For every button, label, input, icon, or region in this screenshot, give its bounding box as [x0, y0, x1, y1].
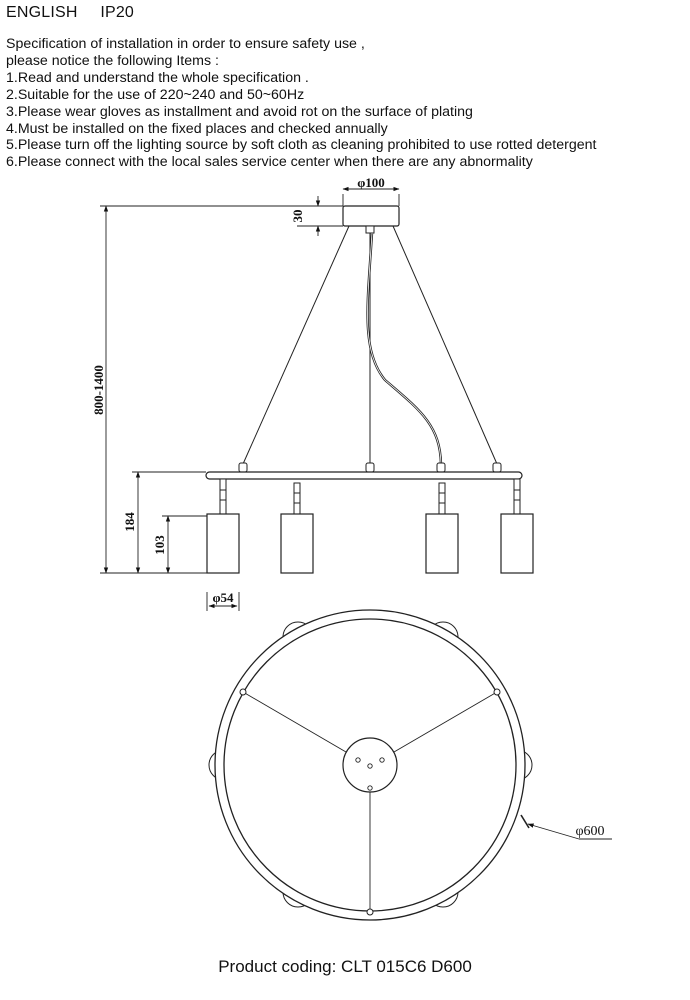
- dim-ring-diameter: φ600: [575, 824, 605, 839]
- suspension-wire: [243, 226, 349, 464]
- spec-intro-line: Specification of installation in order to ensure safety use ,: [6, 36, 365, 52]
- lamp-left-outer: [207, 479, 239, 573]
- top-view: [209, 610, 612, 920]
- spec-item: 4.Must be installed on the fixed places and checked annually: [6, 120, 388, 137]
- dim-shade-diameter: φ54: [212, 590, 234, 605]
- canopy: [343, 206, 399, 226]
- canopy-top: [343, 738, 397, 792]
- spec-intro-line: please notice the following Items :: [6, 52, 219, 69]
- lamp-right-inner: [426, 483, 458, 573]
- dim-shade-height: 103: [152, 535, 167, 555]
- language-label: ENGLISH: [6, 4, 78, 21]
- suspension-wire: [393, 226, 497, 464]
- lamp-left-inner: [281, 483, 313, 573]
- product-code: Product coding: CLT 015C6 D600: [218, 957, 472, 976]
- fixture-bar: [206, 472, 522, 479]
- power-cable: [368, 233, 441, 464]
- spec-item: 3.Please wear gloves as installment and avoid rot on the surface of plating: [6, 103, 473, 120]
- spec-item: 5.Please turn off the lighting source by soft cloth as cleaning prohibited to use rotted detergent: [6, 137, 597, 154]
- side-view: [206, 206, 533, 573]
- spec-item: 2.Suitable for the use of 220~240 and 50~60Hz: [6, 86, 305, 103]
- dim-canopy-diameter: φ100: [357, 175, 385, 190]
- lamp-right-outer: [501, 479, 533, 573]
- ip-rating: IP20: [100, 4, 135, 21]
- dimension-lines: [100, 189, 399, 611]
- spec-item: 6.Please connect with the local sales service center when there are any abnormality: [6, 154, 533, 171]
- dim-fixture-height: 184: [122, 512, 137, 532]
- dim-canopy-height: 30: [290, 209, 305, 223]
- dim-total-height: 800-1400: [91, 365, 106, 415]
- spec-item: 1.Read and understand the whole specification .: [6, 69, 309, 86]
